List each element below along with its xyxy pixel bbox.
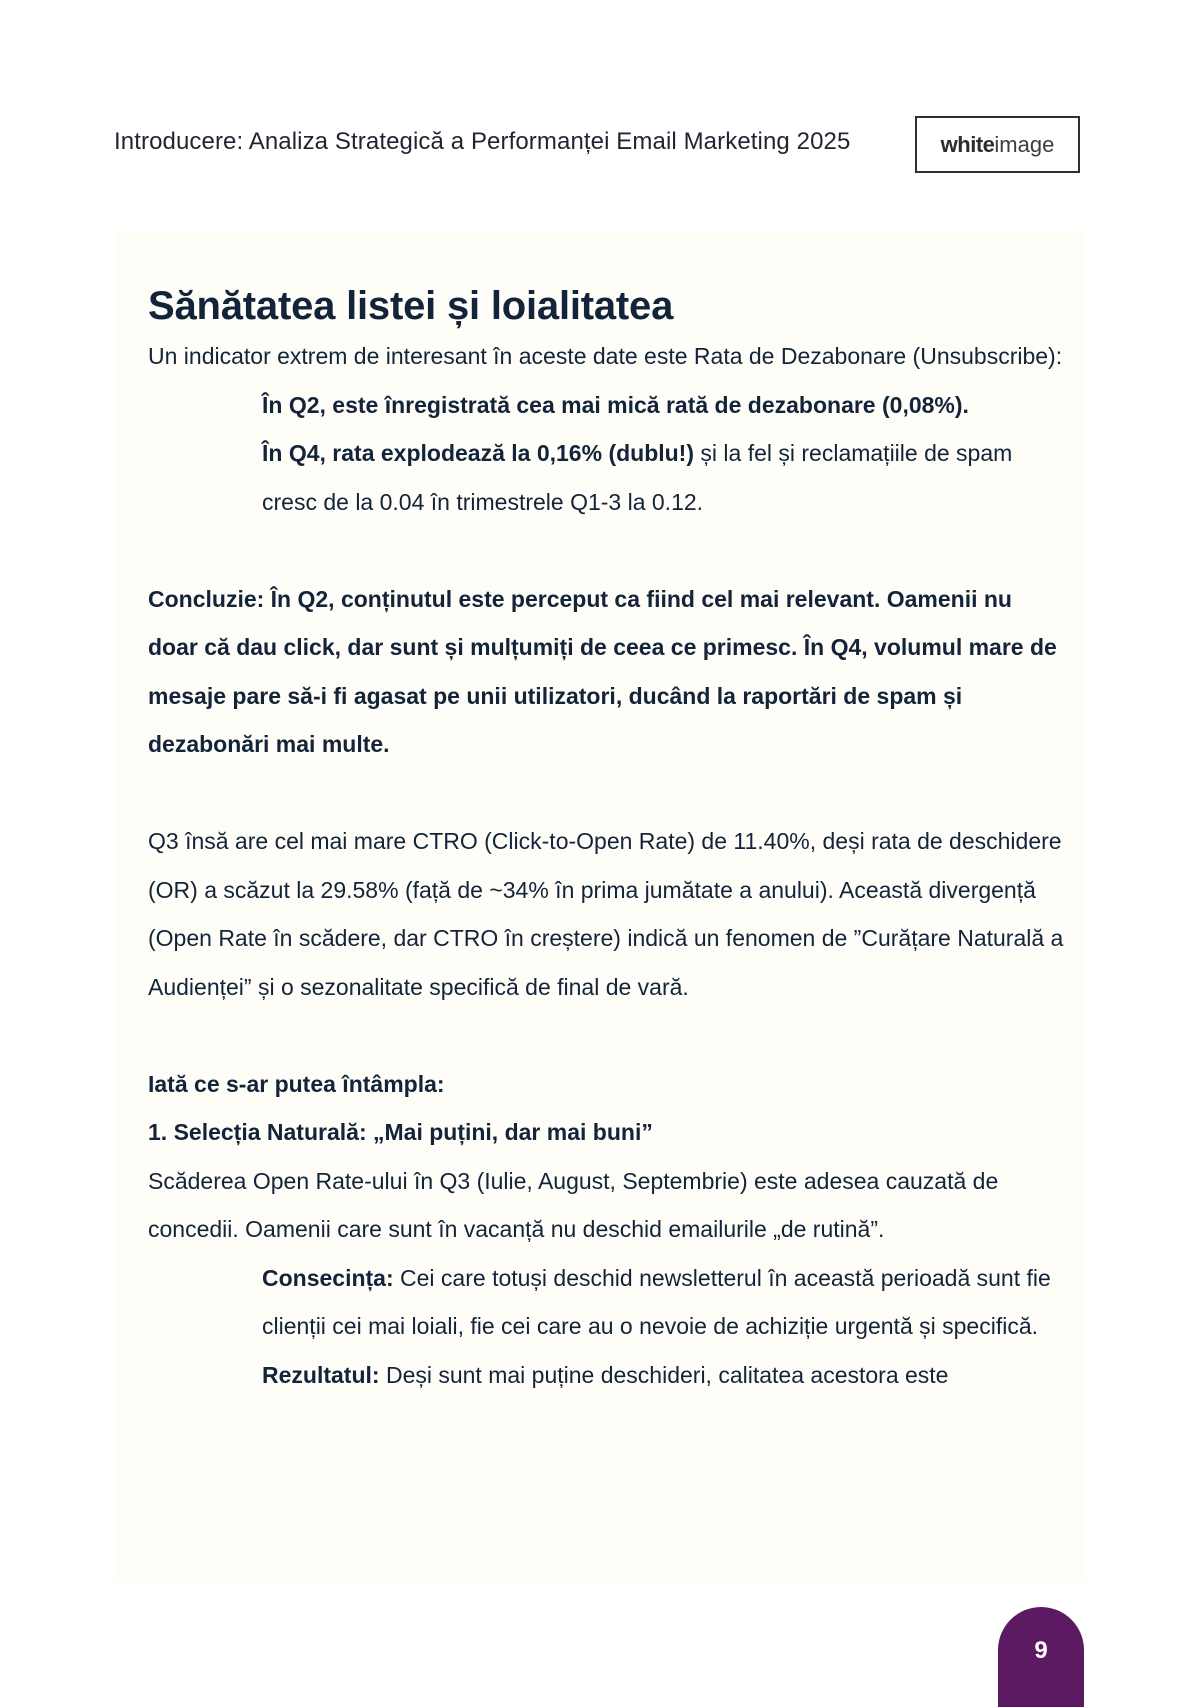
conclusion-paragraph: Concluzie: În Q2, conținutul este perceput ca fiind cel mai relevant. Oamenii nu doar că dau click, dar sunt și mulțumiți de ceea ce primesc. În Q4, volumul mare de mesaje pare să-i fi agasat pe unii utilizatori, ducând la raportări de spam și dezabonări mai multe. — [148, 585, 1057, 757]
logo-light-text: image — [994, 131, 1055, 157]
scenario-heading: Iată ce s-ar putea întâmpla: — [148, 1070, 445, 1097]
point-1-text: Scăderea Open Rate-ului în Q3 (Iulie, August, Septembrie) este adesea cauzată de concedii. Oamenii care sunt în vacanță nu deschid emailurile „de rutină”. — [148, 1167, 999, 1242]
page-number: 9 — [1034, 1637, 1048, 1664]
item-label: Consecința: — [262, 1264, 394, 1291]
q3-analysis-paragraph: Q3 însă are cel mai mare CTRO (Click-to-Open Rate) de 11.40%, deși rata de deschidere (OR) a scăzut la 29.58% (față de ~34% în prima jumătate a anului). Această divergență (Open Rate în scădere, dar CTRO în creștere) indică un fenomen de ”Curățare Naturală a Audienței” și o sezonalitate specifică de final de vară. — [148, 828, 1064, 1000]
intro-paragraph: Un indicator extrem de interesant în aceste date este Rata de Dezabonare (Unsubscribe): — [148, 343, 1063, 369]
bullet-item — [148, 429, 1068, 526]
bullet-bold-text: În Q4, rata explodează la 0,16% (dublu!) — [262, 440, 695, 466]
brand-logo — [915, 116, 1080, 173]
point-1-item — [148, 1254, 1068, 1351]
spacer — [148, 769, 1068, 818]
spacer — [148, 1011, 1068, 1060]
spacer — [148, 526, 1068, 575]
point-1-item — [148, 1351, 1068, 1400]
document-header-title: Introducere: Analiza Strategică a Performanței Email Marketing 2025 — [114, 128, 851, 155]
logo-bold-text: white — [940, 131, 995, 157]
bullet-text: și la fel și reclamațiile de spam cresc de la 0.04 în trimestrele Q1-3 la 0.12. — [262, 440, 1013, 515]
point-1-title: 1. Selecția Naturală: „Mai puțini, dar mai buni” — [148, 1119, 653, 1145]
content-body — [148, 280, 1068, 1399]
content-panel — [115, 230, 1085, 1582]
section-heading: Sănătatea listei și loialitatea — [148, 284, 674, 328]
page-number-badge — [998, 1607, 1084, 1707]
item-text: Cei care totuși deschid newsletterul în această perioadă sunt fie clienții cei mai loiali, fie cei care au o nevoie de achiziție urgentă și specifică. — [262, 1264, 1051, 1339]
bullet-item — [148, 381, 1068, 430]
item-text: Deși sunt mai puține deschideri, calitatea acestora este — [379, 1361, 949, 1388]
bullet-bold-text: În Q2, este înregistrată cea mai mică rată de dezabonare (0,08%). — [262, 391, 969, 418]
item-label: Rezultatul: — [262, 1361, 380, 1388]
